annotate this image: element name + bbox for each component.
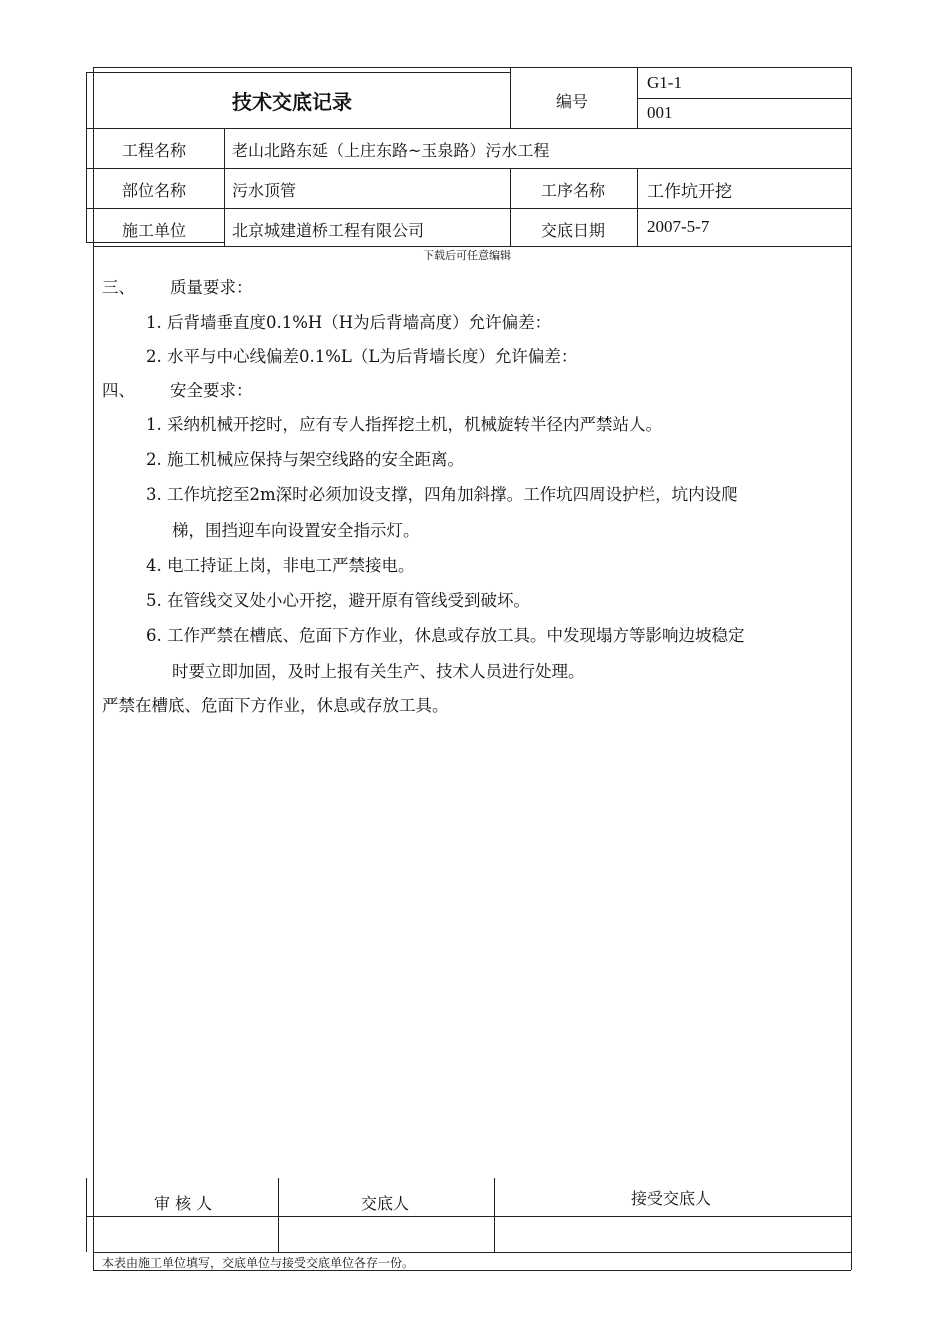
- section3-title: 质量要求：: [170, 278, 253, 297]
- quality-item-1: 1. 后背墙垂直度0.1%H（H为后背墙高度）允许偏差：: [146, 313, 552, 332]
- safety-item-3b: 梯，围挡迎车向设置安全指示灯。: [172, 521, 420, 540]
- col-mid-divider-top: [510, 67, 511, 128]
- left-border-outer: [86, 72, 87, 242]
- quality-item-2: 2. 水平与中心线偏差0.1%L（L为后背墙长度）允许偏差：: [146, 347, 578, 366]
- extra-note: 严禁在槽底、危面下方作业，休息或存放工具。: [102, 696, 449, 715]
- top-border: [93, 67, 851, 68]
- reviewer-label: 审 核 人: [154, 1194, 213, 1213]
- process-value: 工作坑开挖: [647, 182, 732, 202]
- discloser-label: 交底人: [361, 1194, 410, 1213]
- section3-number: 三、: [102, 278, 135, 297]
- number-label: 编号: [556, 92, 589, 111]
- project-value: 老山北路东延（上庄东路~玉泉路）污水工程: [232, 141, 550, 160]
- safety-item-6a: 6. 工作严禁在槽底、危面下方作业，休息或存放工具。中发现塌方等影响边坡稳定: [146, 626, 745, 645]
- safety-item-6b: 时要立即加固，及时上报有关生产、技术人员进行处理。: [172, 662, 585, 681]
- top-border-inner: [86, 72, 510, 73]
- part-label: 部位名称: [122, 181, 187, 200]
- signature-left-outer: [86, 1178, 87, 1252]
- safety-item-1: 1. 采纳机械开挖时，应有专人指挥挖土机，机械旋转半径内严禁站人。: [146, 415, 662, 434]
- footer-note: 本表由施工单位填写，交底单位与接受交底单位各存一份。: [102, 1256, 415, 1270]
- col-label-divider: [224, 128, 225, 246]
- receiver-label: 接受交底人: [631, 1189, 712, 1208]
- left-border: [93, 67, 94, 1270]
- section4-title: 安全要求：: [170, 381, 253, 400]
- number-value-2: 001: [647, 103, 673, 122]
- process-label: 工序名称: [541, 181, 606, 200]
- right-border: [851, 67, 852, 1270]
- col-mid-divider: [510, 168, 511, 246]
- date-value: 2007-5-7: [647, 217, 710, 236]
- signature-divider: [86, 1216, 851, 1217]
- col-right-divider-top: [637, 67, 638, 128]
- signature-bottom: [93, 1252, 851, 1253]
- watermark-note: 下载后可任意编辑: [423, 249, 511, 262]
- col-right-divider: [637, 168, 638, 246]
- row-line-3: [86, 208, 851, 209]
- signature-col-2: [494, 1178, 495, 1252]
- project-label: 工程名称: [122, 141, 187, 160]
- safety-item-4: 4. 电工持证上岗，非电工严禁接电。: [146, 556, 415, 575]
- unit-label: 施工单位: [122, 221, 187, 240]
- unit-value: 北京城建道桥工程有限公司: [232, 221, 425, 240]
- safety-item-3a: 3. 工作坑挖至2m深时必须加设支撑，四角加斜撑。工作坑四周设护栏，坑内设爬: [146, 485, 738, 504]
- unit-cell-bottom: [86, 242, 224, 243]
- row-line-2: [86, 168, 851, 169]
- signature-col-1: [278, 1178, 279, 1252]
- date-label: 交底日期: [541, 221, 606, 240]
- number-value-1: G1-1: [647, 73, 682, 92]
- number-divider: [637, 98, 851, 99]
- row-line-1: [86, 128, 851, 129]
- section4-number: 四、: [102, 381, 135, 400]
- safety-item-5: 5. 在管线交叉处小心开挖，避开原有管线受到破坏。: [146, 591, 530, 610]
- safety-item-2: 2. 施工机械应保持与架空线路的安全距离。: [146, 450, 464, 469]
- doc-title: 技术交底记录: [232, 90, 352, 114]
- part-value: 污水顶管: [232, 181, 297, 200]
